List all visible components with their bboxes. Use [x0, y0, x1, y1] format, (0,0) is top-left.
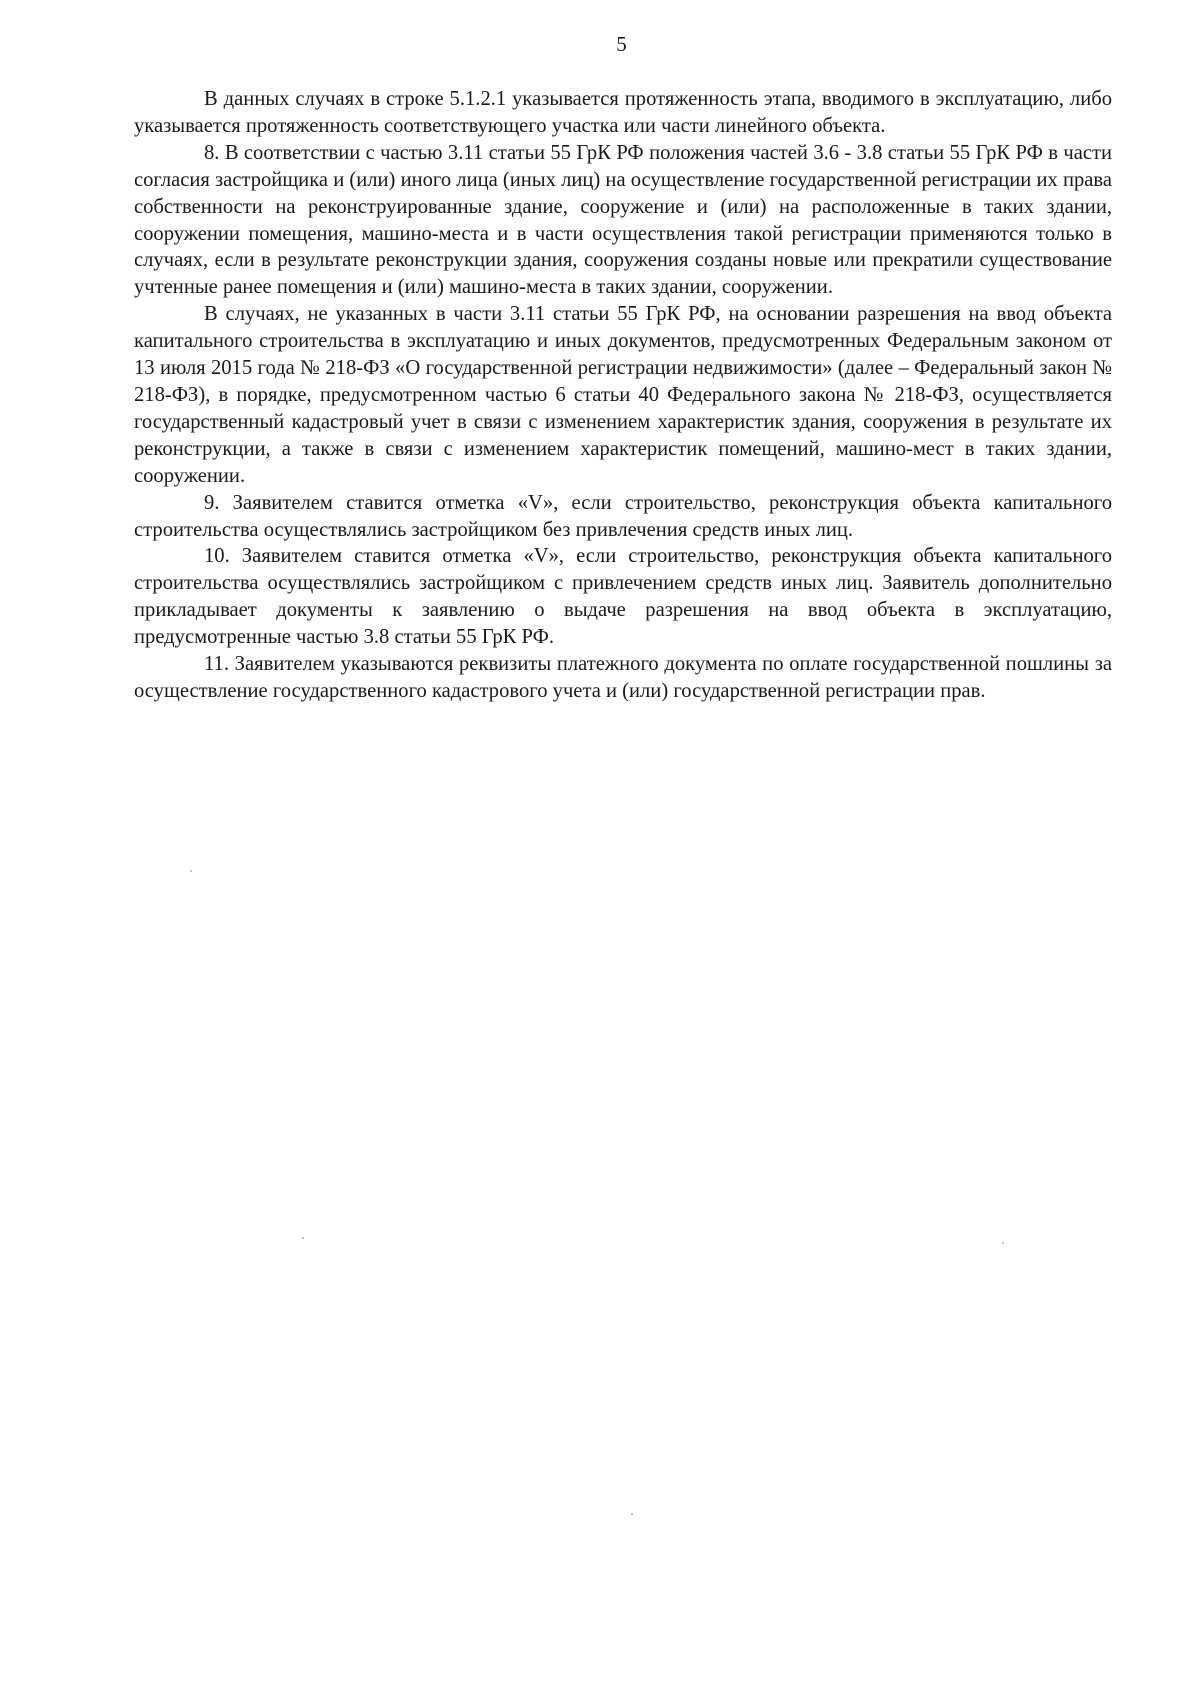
scan-speck — [302, 1237, 304, 1239]
paragraph-line-length-note: В данных случаях в строке 5.1.2.1 указывается протяженность этапа, вводимого в эксплуатацию, либо указывается протяженность соответствующего участка или части линейного объекта. — [134, 88, 1112, 137]
paragraph-item-8: 8. В соответствии с частью 3.11 статьи 55 ГрК РФ положения частей 3.6 - 3.8 статьи 55 ГрК РФ в части согласия застройщика и (или) иного лица (иных лиц) на осуществление государственной регистрации их права собственности на реконструированные здание, сооружение и (или) на расположенные в таких здании, сооружении помещения, машино-места и в части осуществления такой регистрации применяются только в случаях, если в результате реконструкции здания, сооружения созданы новые или прекратили существование учтенные ранее помещения и (или) машино-места в таких здании, сооружении. — [134, 141, 1112, 299]
paragraph-item-9: 9. Заявителем ставится отметка «V», если строительство, реконструкция объекта капитального строительства осуществлялись застройщиком без привлечения средств иных лиц. — [134, 491, 1112, 541]
page-number: 5 — [616, 32, 627, 56]
paragraph-cadastral-registration: В случаях, не указанных в части 3.11 статьи 55 ГрК РФ, на основании разрешения на ввод объекта капитального строительства в эксплуатацию и иных документов, предусмотренных Федеральным законом от 13 июля 2015 года № 218-ФЗ «О государственной регистрации недвижимости» (далее – Федеральный закон № 218-ФЗ), в порядке, предусмотренном частью 6 статьи 40 Федерального закона № 218-ФЗ, осуществляется государственный кадастровый учет в связи с изменением характеристик здания, сооружения в результате их реконструкции, а также в связи с изменением характеристик помещений, машино-мест в таких здании, сооружении. — [134, 303, 1112, 487]
scan-speck — [631, 1513, 633, 1515]
paragraph-item-10: 10. Заявителем ставится отметка «V», если строительство, реконструкция объекта капитального строительства осуществлялись застройщиком с привлечением средств иных лиц. Заявитель дополнительно прикладывает документы к заявлению о выдаче разрешения на ввод объекта в эксплуатацию, предусмотренные частью 3.8 статьи 55 ГрК РФ. — [134, 545, 1112, 649]
document-body — [134, 86, 1112, 705]
paragraph-item-11: 11. Заявителем указываются реквизиты платежного документа по оплате государственной пошлины за осуществление государственного кадастрового учета и (или) государственной регистрации прав. — [134, 653, 1112, 702]
scan-speck — [1002, 1242, 1004, 1244]
scan-speck — [190, 870, 192, 872]
